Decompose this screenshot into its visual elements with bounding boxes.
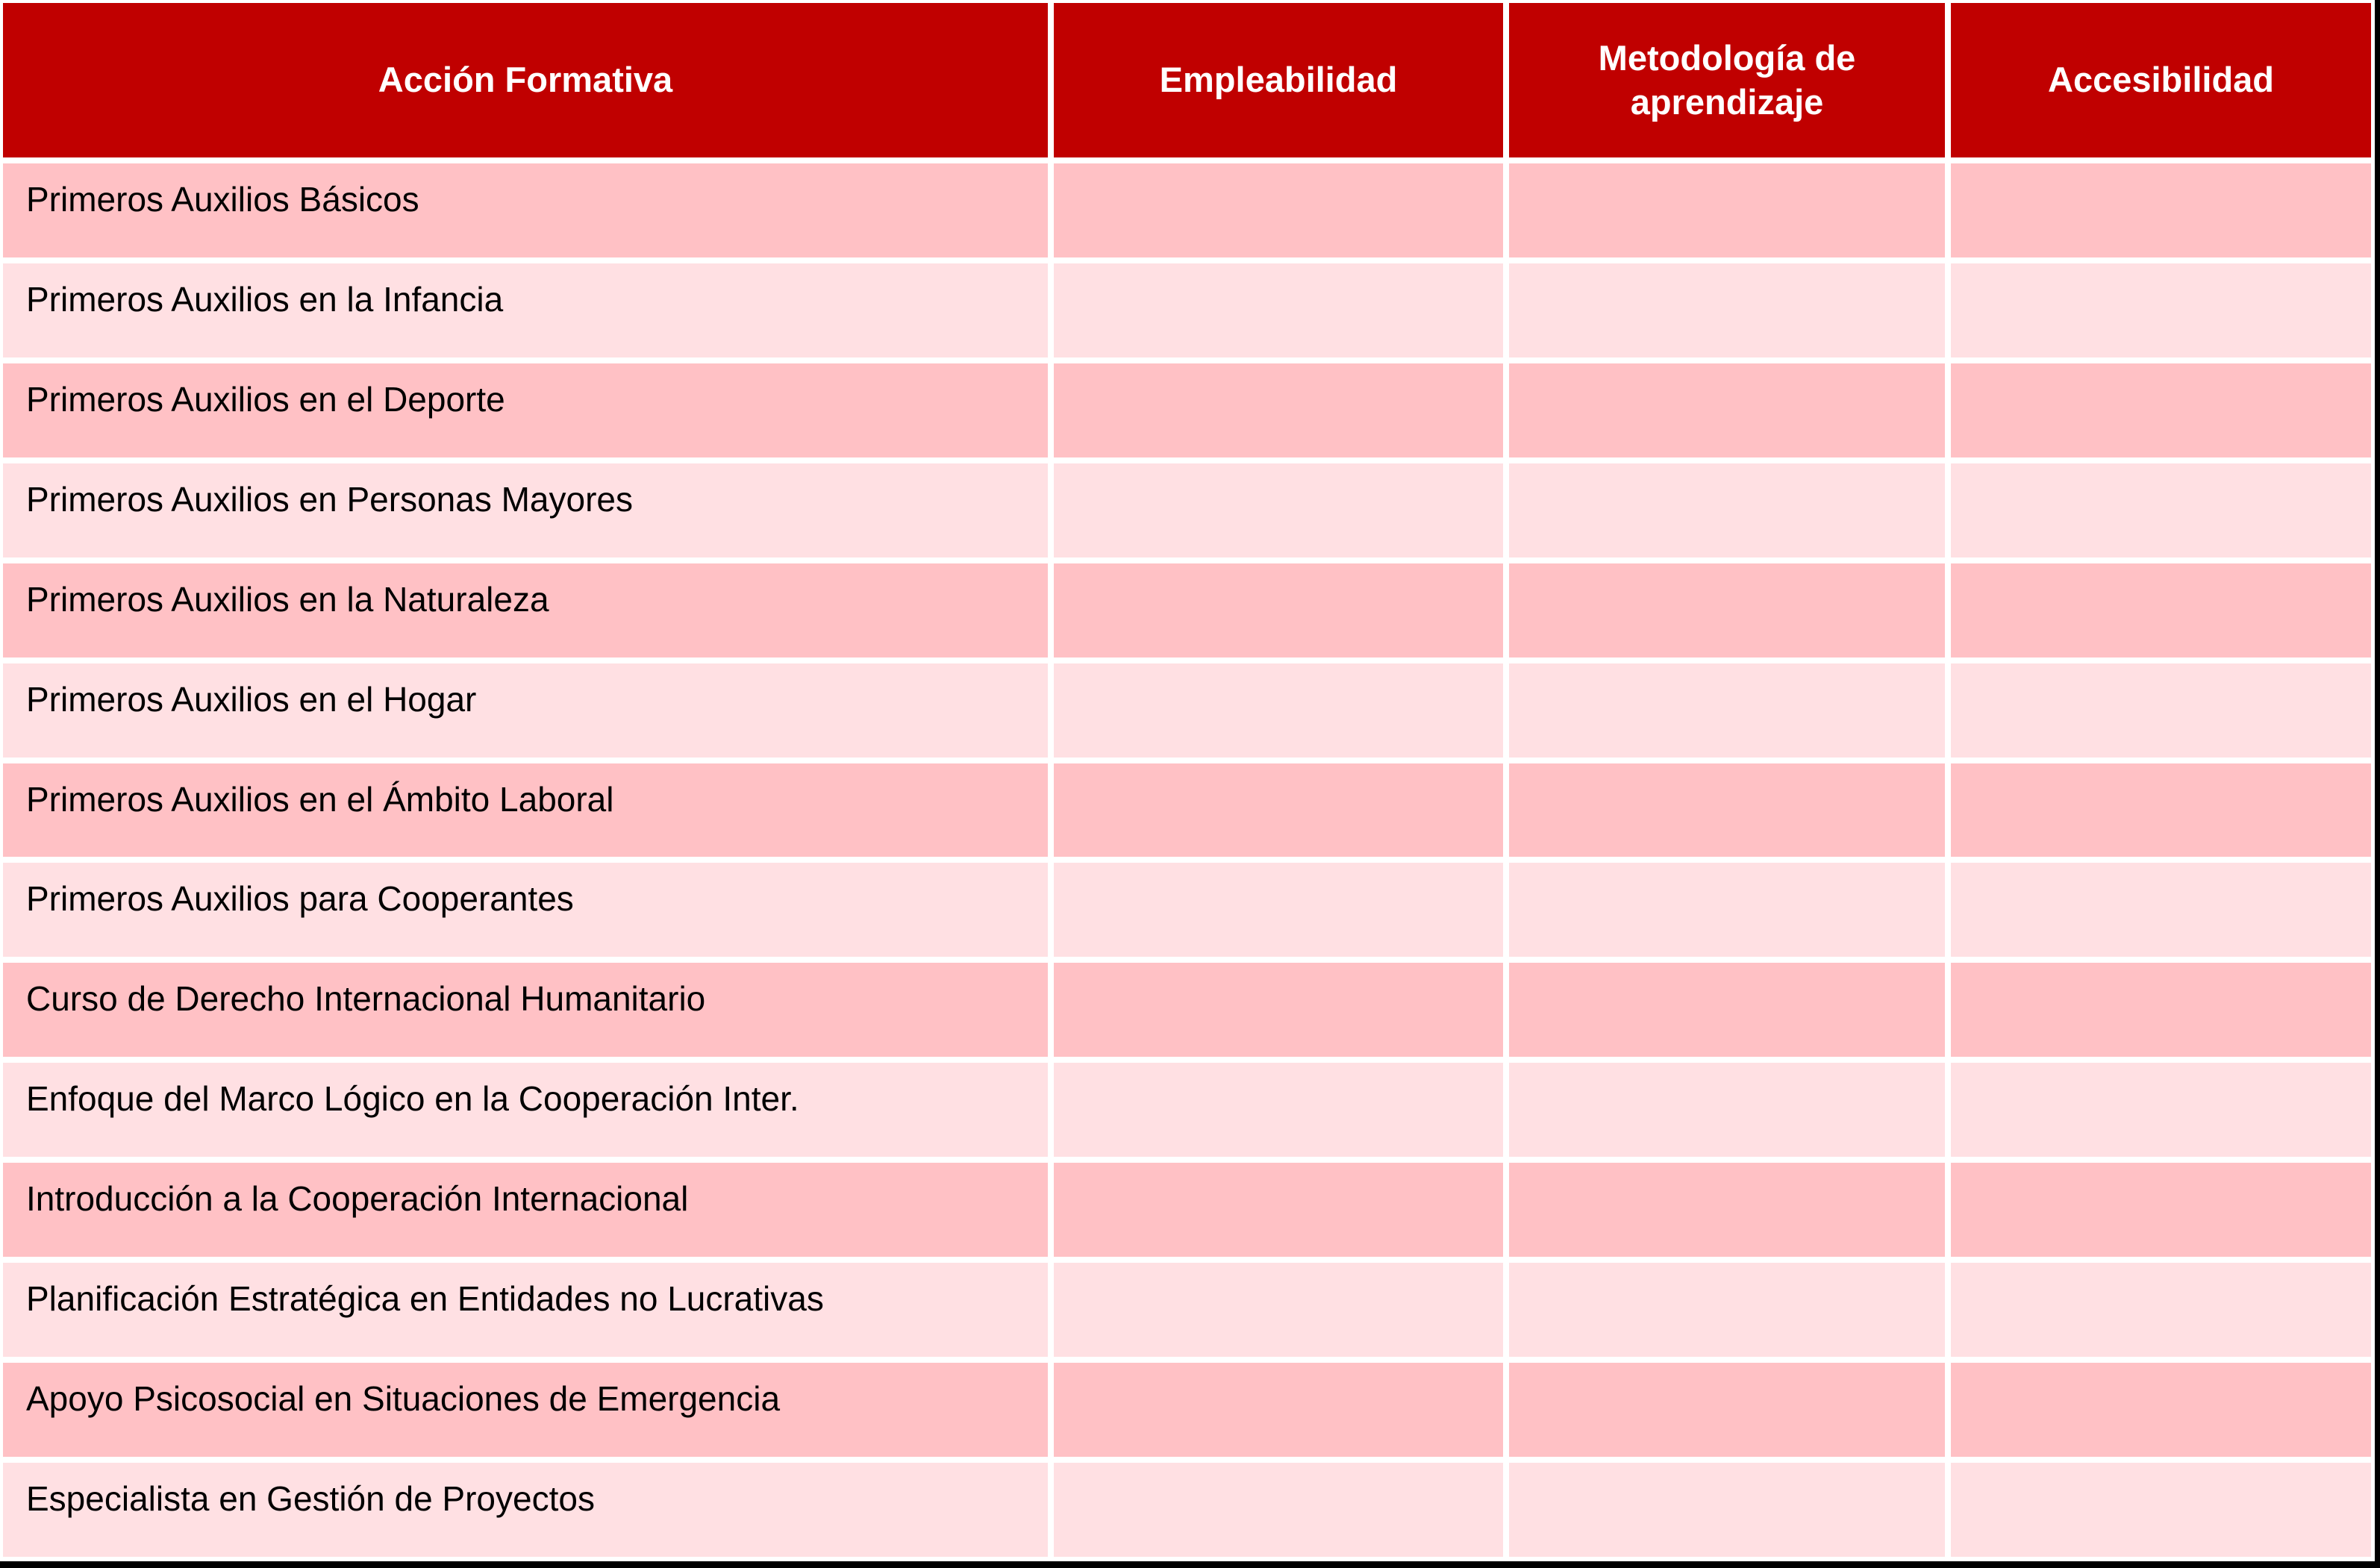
metodologia-cell (1509, 763, 1945, 858)
courses-table (3, 3, 2371, 1557)
empleabilidad-cell (1054, 1263, 1503, 1357)
metodologia-cell (1509, 1163, 1945, 1257)
table-row (3, 463, 2371, 557)
empleabilidad-cell (1054, 463, 1503, 557)
accesibilidad-cell (1951, 363, 2371, 457)
accesibilidad-cell (1951, 963, 2371, 1057)
empleabilidad-cell (1054, 663, 1503, 758)
accesibilidad-cell (1951, 163, 2371, 257)
column-header-empleabilidad: Empleabilidad (1054, 3, 1503, 157)
course-name-cell: Enfoque del Marco Lógico en la Cooperación Inter. (3, 1063, 1048, 1157)
empleabilidad-cell (1054, 163, 1503, 257)
course-name-cell: Primeros Auxilios en el Ámbito Laboral (3, 763, 1048, 858)
course-name-cell: Primeros Auxilios en la Naturaleza (3, 563, 1048, 658)
accesibilidad-cell (1951, 763, 2371, 858)
table-header-row (3, 3, 2371, 157)
table-row (3, 963, 2371, 1057)
course-name-cell: Especialista en Gestión de Proyectos (3, 1463, 1048, 1557)
table-row (3, 863, 2371, 957)
page-edge-border-right (2375, 0, 2380, 1568)
table-row (3, 1263, 2371, 1357)
table-row (3, 563, 2371, 658)
course-name-cell: Apoyo Psicosocial en Situaciones de Emergencia (3, 1363, 1048, 1457)
empleabilidad-cell (1054, 1363, 1503, 1457)
empleabilidad-cell (1054, 863, 1503, 957)
accesibilidad-cell (1951, 1163, 2371, 1257)
accesibilidad-cell (1951, 563, 2371, 658)
empleabilidad-cell (1054, 263, 1503, 357)
metodologia-cell (1509, 163, 1945, 257)
course-name-cell: Introducción a la Cooperación Internacional (3, 1163, 1048, 1257)
table-row (3, 363, 2371, 457)
column-header-accesibilidad: Accesibilidad (1951, 3, 2371, 157)
accesibilidad-cell (1951, 1063, 2371, 1157)
table-row (3, 1163, 2371, 1257)
column-header-accion-formativa: Acción Formativa (3, 3, 1048, 157)
course-name-cell: Curso de Derecho Internacional Humanitario (3, 963, 1048, 1057)
empleabilidad-cell (1054, 563, 1503, 658)
course-name-cell: Primeros Auxilios en el Deporte (3, 363, 1048, 457)
course-name-cell: Primeros Auxilios Básicos (3, 163, 1048, 257)
accesibilidad-cell (1951, 1363, 2371, 1457)
accesibilidad-cell (1951, 263, 2371, 357)
metodologia-cell (1509, 863, 1945, 957)
metodologia-cell (1509, 1363, 1945, 1457)
empleabilidad-cell (1054, 963, 1503, 1057)
table-row (3, 763, 2371, 858)
metodologia-cell (1509, 263, 1945, 357)
metodologia-cell (1509, 563, 1945, 658)
metodologia-cell (1509, 963, 1945, 1057)
empleabilidad-cell (1054, 1463, 1503, 1557)
empleabilidad-cell (1054, 1163, 1503, 1257)
accesibilidad-cell (1951, 1463, 2371, 1557)
accesibilidad-cell (1951, 463, 2371, 557)
empleabilidad-cell (1054, 363, 1503, 457)
accesibilidad-cell (1951, 663, 2371, 758)
accesibilidad-cell (1951, 863, 2371, 957)
table-body (3, 163, 2371, 1557)
table-row (3, 1463, 2371, 1557)
course-name-cell: Primeros Auxilios en la Infancia (3, 263, 1048, 357)
metodologia-cell (1509, 1063, 1945, 1157)
table-row (3, 163, 2371, 257)
empleabilidad-cell (1054, 763, 1503, 858)
course-name-cell: Primeros Auxilios para Cooperantes (3, 863, 1048, 957)
metodologia-cell (1509, 1463, 1945, 1557)
metodologia-cell (1509, 663, 1945, 758)
column-header-metodologia-de-aprendizaje: Metodología de aprendizaje (1509, 3, 1945, 157)
table-row (3, 1363, 2371, 1457)
course-name-cell: Planificación Estratégica en Entidades no Lucrativas (3, 1263, 1048, 1357)
table-row (3, 263, 2371, 357)
metodologia-cell (1509, 463, 1945, 557)
course-name-cell: Primeros Auxilios en Personas Mayores (3, 463, 1048, 557)
table-row (3, 663, 2371, 758)
page-edge-border-bottom (0, 1561, 2380, 1568)
course-name-cell: Primeros Auxilios en el Hogar (3, 663, 1048, 758)
metodologia-cell (1509, 363, 1945, 457)
metodologia-cell (1509, 1263, 1945, 1357)
accesibilidad-cell (1951, 1263, 2371, 1357)
table-row (3, 1063, 2371, 1157)
empleabilidad-cell (1054, 1063, 1503, 1157)
